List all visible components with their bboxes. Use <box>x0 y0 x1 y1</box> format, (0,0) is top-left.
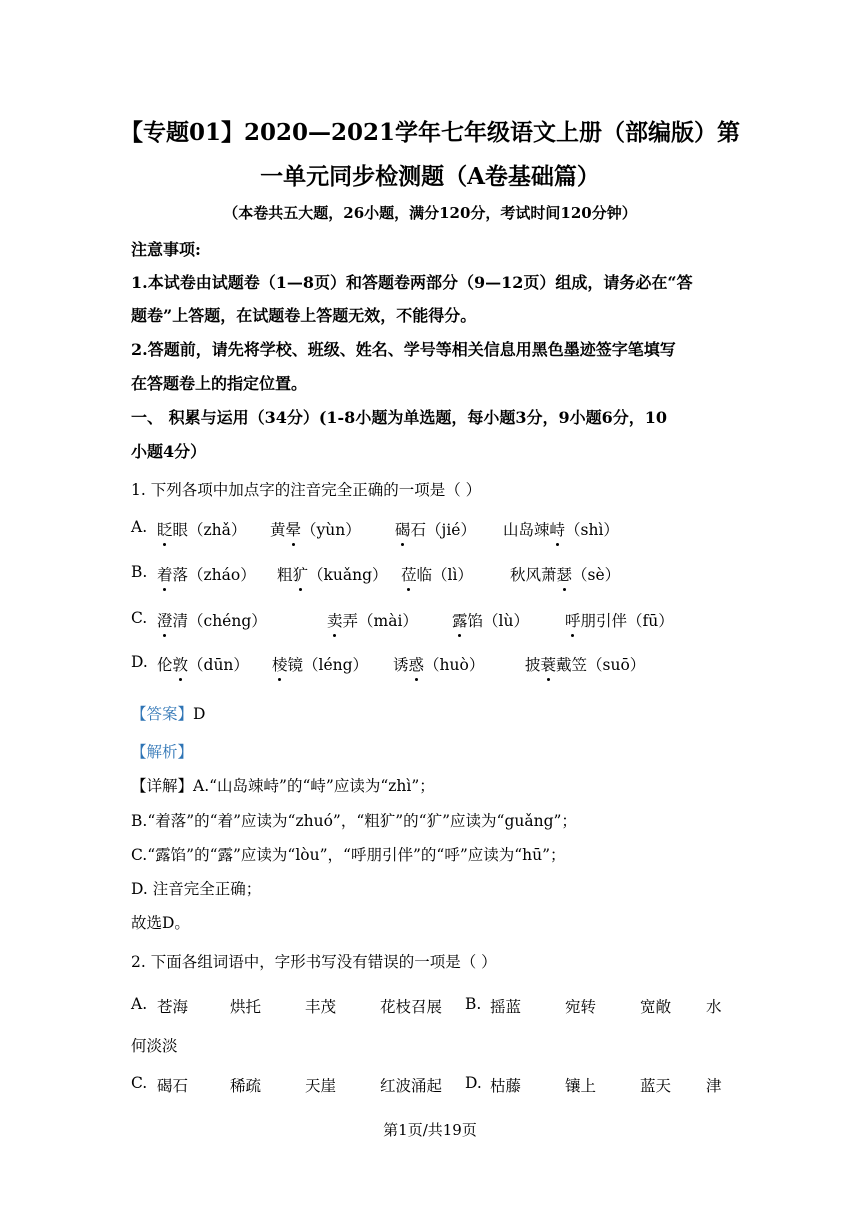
notice-item1-line1: 1.本试卷由试题卷（1—8页）和答题卷两部分（9—12页）组成，请务必在“答 <box>131 273 693 292</box>
answer-value: D <box>193 705 206 723</box>
option-word: 丰茂 <box>305 998 337 1016</box>
emphasis-dot-char: 蓑 <box>541 653 557 675</box>
question-2-row1-continuation: 何淡淡 <box>131 1037 178 1055</box>
explain-line-1: 【详解】A.“山岛竦峙”的“峙”应读为“zhì”； <box>131 777 435 795</box>
explain-line-5: 故选D。 <box>131 914 190 932</box>
emphasis-dot-char: 峙 <box>550 518 566 540</box>
option-item: 棱镜（léng） <box>272 653 368 675</box>
answer-label: 【答案】 <box>131 705 194 723</box>
answer-line <box>131 702 205 724</box>
option-item: 呼朋引伴（fū） <box>565 609 674 631</box>
option-word: B. <box>465 995 482 1013</box>
option-word: 宛转 <box>565 998 597 1016</box>
page-title-line2: 一单元同步检测题（A卷基础篇） <box>260 163 600 190</box>
explain-line-2: B.“着落”的“着”应读为“zhuó”，“粗犷”的“犷”应读为“guǎng”； <box>131 812 577 830</box>
emphasis-dot-char: 瑟 <box>557 563 573 585</box>
analysis-label: 【解析】 <box>131 743 194 761</box>
option-item: 露馅（lù） <box>452 609 529 631</box>
option-word: 摇蓝 <box>490 998 522 1016</box>
option-word: 津 <box>706 1077 722 1095</box>
option-item: 着落（zháo） <box>157 563 256 585</box>
option-word: 苍海 <box>157 998 189 1016</box>
emphasis-dot-char: 棱 <box>272 653 288 675</box>
emphasis-dot-char: 眨 <box>157 518 173 540</box>
explain-line-4: D. 注音完全正确； <box>131 880 262 898</box>
emphasis-dot-char: 敦 <box>173 653 189 675</box>
notice-heading: 注意事项: <box>131 240 201 259</box>
explain-line-3: C.“露馅”的“露”应读为“lòu”，“呼朋引伴”的“呼”应读为“hū”； <box>131 846 566 864</box>
option-word: 红波涌起 <box>380 1077 443 1095</box>
notice-item2-line2: 在答题卷上的指定位置。 <box>131 374 308 393</box>
option-word: 镶上 <box>565 1077 597 1095</box>
emphasis-dot-char: 着 <box>157 563 173 585</box>
option-word: D. <box>465 1074 482 1092</box>
option-item: 秋风萧瑟（sè） <box>510 563 620 585</box>
option-word: 天崖 <box>305 1077 337 1095</box>
option-word: 稀疏 <box>230 1077 262 1095</box>
emphasis-dot-char: 露 <box>452 609 468 631</box>
notice-item2-line1: 2.答题前，请先将学校、班级、姓名、学号等相关信息用黑色墨迹签字笔填写 <box>131 340 676 359</box>
emphasis-dot-char: 卖 <box>327 609 343 631</box>
section-heading-line1: 一、 积累与运用（34分）(1-8小题为单选题，每小题3分，9小题6分，10 <box>131 408 667 427</box>
option-item: 山岛竦峙（shì） <box>503 518 619 540</box>
emphasis-dot-char: 晕 <box>286 518 302 540</box>
option-word: A. <box>131 995 148 1013</box>
notice-item1-line2: 题卷”上答题，在试题卷上答题无效，不能得分。 <box>131 306 477 325</box>
option-item: 澄清（chéng） <box>157 609 267 631</box>
emphasis-dot-char: 惑 <box>409 653 425 675</box>
emphasis-dot-char: 澄 <box>157 609 173 631</box>
option-label: B. <box>131 563 148 581</box>
page-footer: 第1页/共19页 <box>383 1121 477 1139</box>
option-word: 烘托 <box>230 998 262 1016</box>
option-word: C. <box>131 1074 148 1092</box>
option-item: 披蓑戴笠（suō） <box>525 653 645 675</box>
emphasis-dot-char: 呼 <box>565 609 581 631</box>
option-word: 碣石 <box>157 1077 189 1095</box>
option-item: 卖弄（mài） <box>327 609 418 631</box>
option-label: D. <box>131 653 148 671</box>
option-word: 蓝天 <box>640 1077 672 1095</box>
question-1-stem: 1. 下列各项中加点字的注音完全正确的一项是（ ） <box>131 481 482 499</box>
option-word: 花枝召展 <box>380 998 443 1016</box>
option-item: 伦敦（dūn） <box>157 653 249 675</box>
page-subtitle: （本卷共五大题，26小题，满分120分，考试时间120分钟） <box>223 204 637 222</box>
option-word: 水 <box>706 998 722 1016</box>
option-item: 黄晕（yùn） <box>270 518 361 540</box>
emphasis-dot-char: 犷 <box>293 563 309 585</box>
option-item: 莅临（lì） <box>401 563 473 585</box>
question-2-stem: 2. 下面各组词语中，字形书写没有错误的一项是（ ） <box>131 953 497 971</box>
option-item: 粗犷（kuǎng） <box>277 563 388 585</box>
option-item: 诱惑（huò） <box>393 653 484 675</box>
emphasis-dot-char: 莅 <box>401 563 417 585</box>
emphasis-dot-char: 碣 <box>395 518 411 540</box>
option-label: A. <box>131 518 148 536</box>
option-word: 宽敞 <box>640 998 672 1016</box>
option-item: 眨眼（zhǎ） <box>157 518 246 540</box>
option-item: 碣石（jié） <box>395 518 476 540</box>
page-title-line1: 【专题01】2020—2021学年七年级语文上册（部编版）第 <box>119 119 741 146</box>
option-word: 枯藤 <box>490 1077 522 1095</box>
section-heading-line2: 小题4分） <box>131 442 207 461</box>
option-label: C. <box>131 609 148 627</box>
